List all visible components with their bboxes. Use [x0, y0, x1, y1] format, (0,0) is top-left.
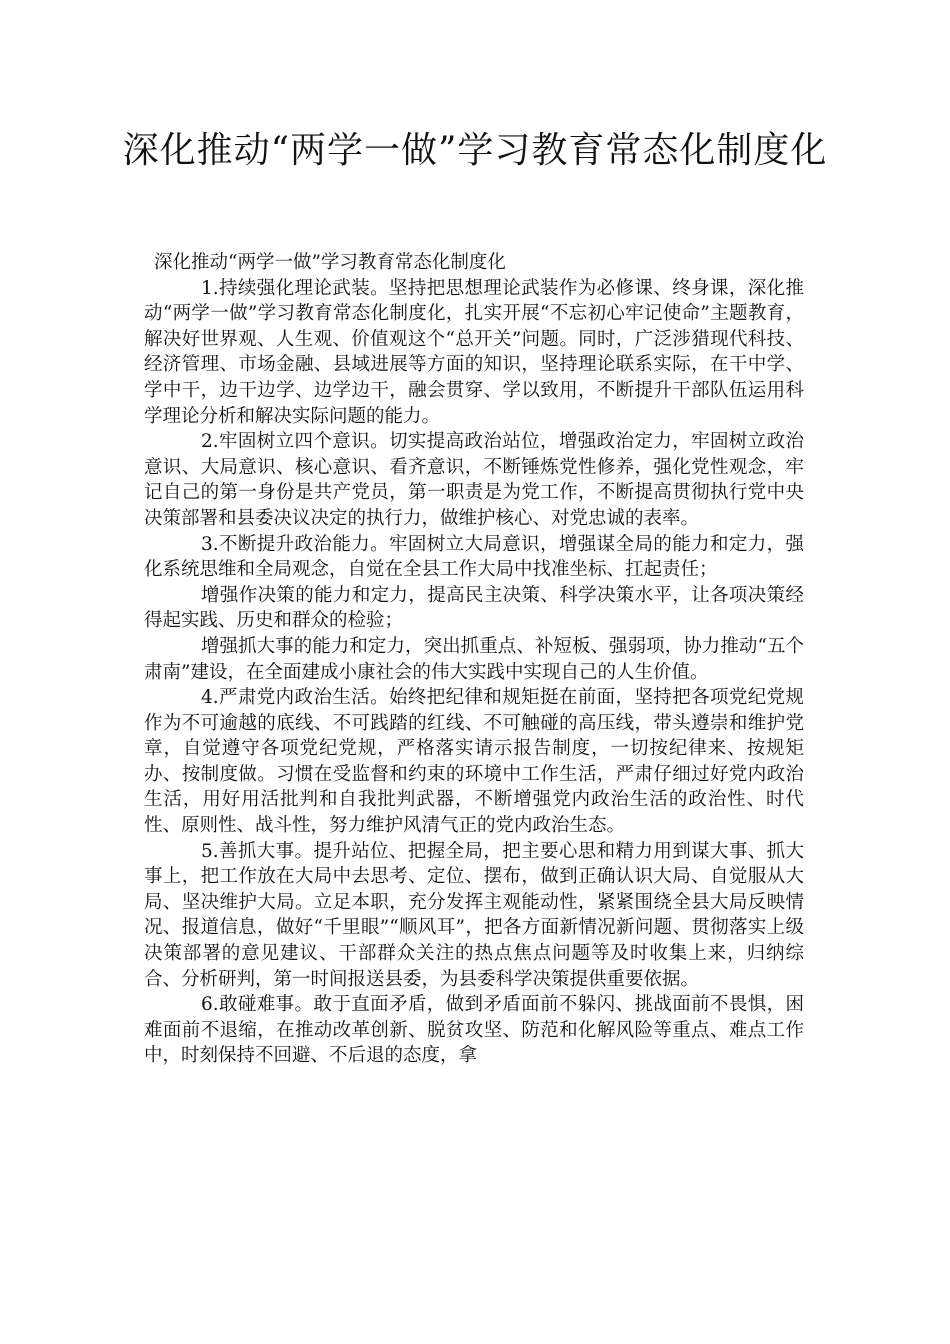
document-title: 深化推动“两学一做”学习教育常态化制度化: [122, 130, 828, 171]
paragraph-5: 5.善抓大事。提升站位、把握全局，把主要心思和精力用到谋大事、抓大事上，把工作放在大局中去思考、定位、摆布，做到正确认识大局、自觉服从大局、坚决维护大局。立足本职，充分发挥主观能动性，紧紧围绕全县大局反映情况、报道信息，做好“千里眼”“顺风耳”，把各方面新情况新问题、贯彻落实上级决策部署的意见建议、干部群众关注的热点焦点问题等及时收集上来，归纳综合、分析研判，第一时间报送县委，为县委科学决策提供重要依据。: [144, 840, 804, 990]
paragraph-3: 3.不断提升政治能力。牢固树立大局意识，增强谋全局的能力和定力，强化系统思维和全局观念，自觉在全县工作大局中找准坐标、扛起责任；: [144, 533, 804, 581]
paragraph-6: 6.敢碰难事。敢于直面矛盾，做到矛盾面前不躲闪、挑战面前不畏惧，困难面前不退缩，在推动改革创新、脱贫攻坚、防范和化解风险等重点、难点工作中，时刻保持不回避、不后退的态度，拿: [144, 994, 804, 1067]
document-subtitle: 深化推动“两学一做”学习教育常态化制度化: [154, 252, 506, 273]
paragraph-3-cont-2: 增强抓大事的能力和定力，突出抓重点、补短板、强弱项，协力推动“五个肃南”建设，在全面建成小康社会的伟大实践中实现自己的人生价值。: [144, 635, 804, 683]
document-body: [144, 250, 804, 1069]
paragraph-1: 1.持续强化理论武装。坚持把思想理论武装作为必修课、终身课，深化推动“两学一做”学习教育常态化制度化，扎实开展“不忘初心牢记使命”主题教育，解决好世界观、人生观、价值观这个“总开关”问题。同时，广泛涉猎现代科技、经济管理、市场金融、县域进展等方面的知识，坚持理论联系实际，在干中学、学中干，边干边学、边学边干，融会贯穿、学以致用，不断提升干部队伍运用科学理论分析和解决实际问题的能力。: [144, 277, 804, 427]
paragraph-3-cont-1: 增强作决策的能力和定力，提高民主决策、科学决策水平，让各项决策经得起实践、历史和群众的检验；: [144, 584, 804, 632]
paragraph-2: 2.牢固树立四个意识。切实提高政治站位，增强政治定力，牢固树立政治意识、大局意识、核心意识、看齐意识，不断锤炼党性修养，强化党性观念，牢记自己的第一身份是共产党员，第一职责是为党工作，不断提高贯彻执行党中央决策部署和县委决议决定的执行力，做维护核心、对党忠诚的表率。: [144, 431, 804, 529]
paragraph-4: 4.严肃党内政治生活。始终把纪律和规矩挺在前面，坚持把各项党纪党规作为不可逾越的底线、不可践踏的红线、不可触碰的高压线，带头遵崇和维护党章，自觉遵守各项党纪党规，严格落实请示报告制度，一切按纪律来、按规矩办、按制度做。习惯在受监督和约束的环境中工作生活，严肃仔细过好党内政治生活，用好用活批判和自我批判武器，不断增强党内政治生活的政治性、时代性、原则性、战斗性，努力维护风清气正的党内政治生态。: [144, 687, 804, 837]
